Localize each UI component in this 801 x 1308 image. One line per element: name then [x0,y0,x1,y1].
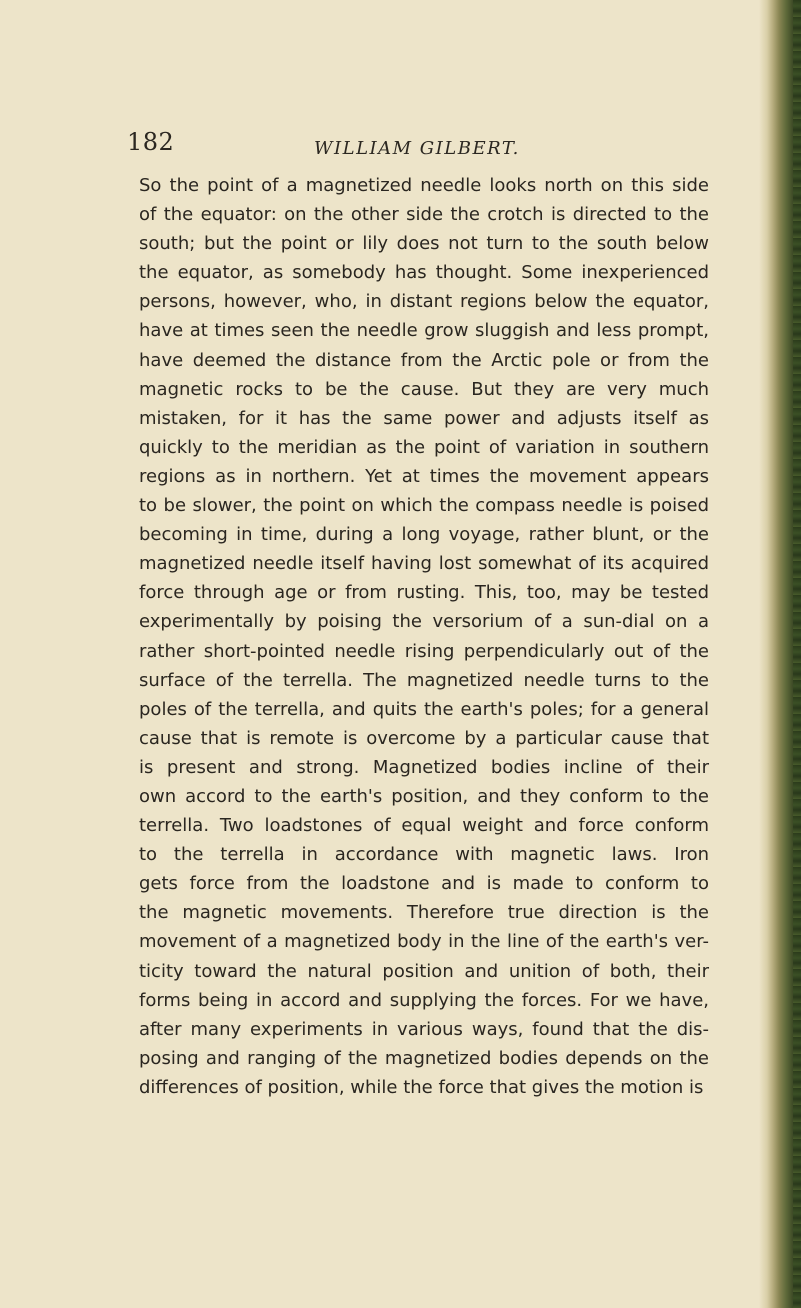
text-line: of the equator: on the other side the crotch is directed to the [139,204,709,226]
text-line: magnetized needle itself having lost somewhat of its acquired [139,553,709,575]
text-line: own accord to the earth's position, and they conform to the [139,785,709,807]
text-line: south; but the point or lily does not turn to the south below [139,233,709,255]
text-line: magnetic rocks to be the cause. But they are very much [139,378,709,400]
text-line: cause that is remote is overcome by a particular cause that [139,727,709,749]
text-line: quickly to the meridian as the point of variation in southern [139,436,709,458]
text-line: to be slower, the point on which the compass needle is poised [139,495,709,517]
text-line: mistaken, for it has the same power and adjusts itself as [139,407,709,429]
text-line: is present and strong. Magnetized bodies incline of their [139,756,709,778]
text-line: rather short-pointed needle rising perpendicularly out of the [139,640,709,662]
text-line: after many experiments in various ways, found that the dis- [139,1018,709,1040]
text-line: surface of the terrella. The magnetized needle turns to the [139,669,709,691]
running-head: WILLIAM GILBERT. [314,138,520,159]
text-line: movement of a magnetized body in the line of the earth's ver- [139,931,709,953]
text-line: becoming in time, during a long voyage, rather blunt, or the [139,524,709,546]
text-line: poles of the terrella, and quits the earth's poles; for a general [139,698,709,720]
text-line: to the terrella in accordance with magnetic laws. Iron [139,844,709,866]
text-line: differences of position, while the force that gives the motion is [139,1076,704,1098]
text-line: have deemed the distance from the Arctic pole or from the [139,349,709,371]
page-number: 182 [127,128,175,156]
text-line: ticity toward the natural position and unition of both, their [139,960,709,982]
text-line: persons, however, who, in distant regions below the equator, [139,291,709,313]
text-line: the equator, as somebody has thought. Some inexperienced [139,262,709,284]
text-line: posing and ranging of the magnetized bodies depends on the [139,1047,709,1069]
text-line: terrella. Two loadstones of equal weight and force conform [139,815,709,837]
text-line: gets force from the loadstone and is made to conform to [139,873,709,895]
page-edge-shadow [793,0,801,1308]
text-line: experimentally by poising the versorium of a sun-dial on a [139,611,709,633]
text-line: regions as in northern. Yet at times the movement appears [139,465,709,487]
text-line: have at times seen the needle grow sluggish and less prompt, [139,320,709,342]
text-line: force through age or from rusting. This, too, may be tested [139,582,709,604]
text-line: So the point of a magnetized needle looks north on this side [139,175,709,196]
body-text [139,171,709,1102]
page-header [127,128,727,164]
text-line: forms being in accord and supplying the forces. For we have, [139,989,709,1011]
text-line: the magnetic movements. Therefore true direction is the [139,902,709,924]
